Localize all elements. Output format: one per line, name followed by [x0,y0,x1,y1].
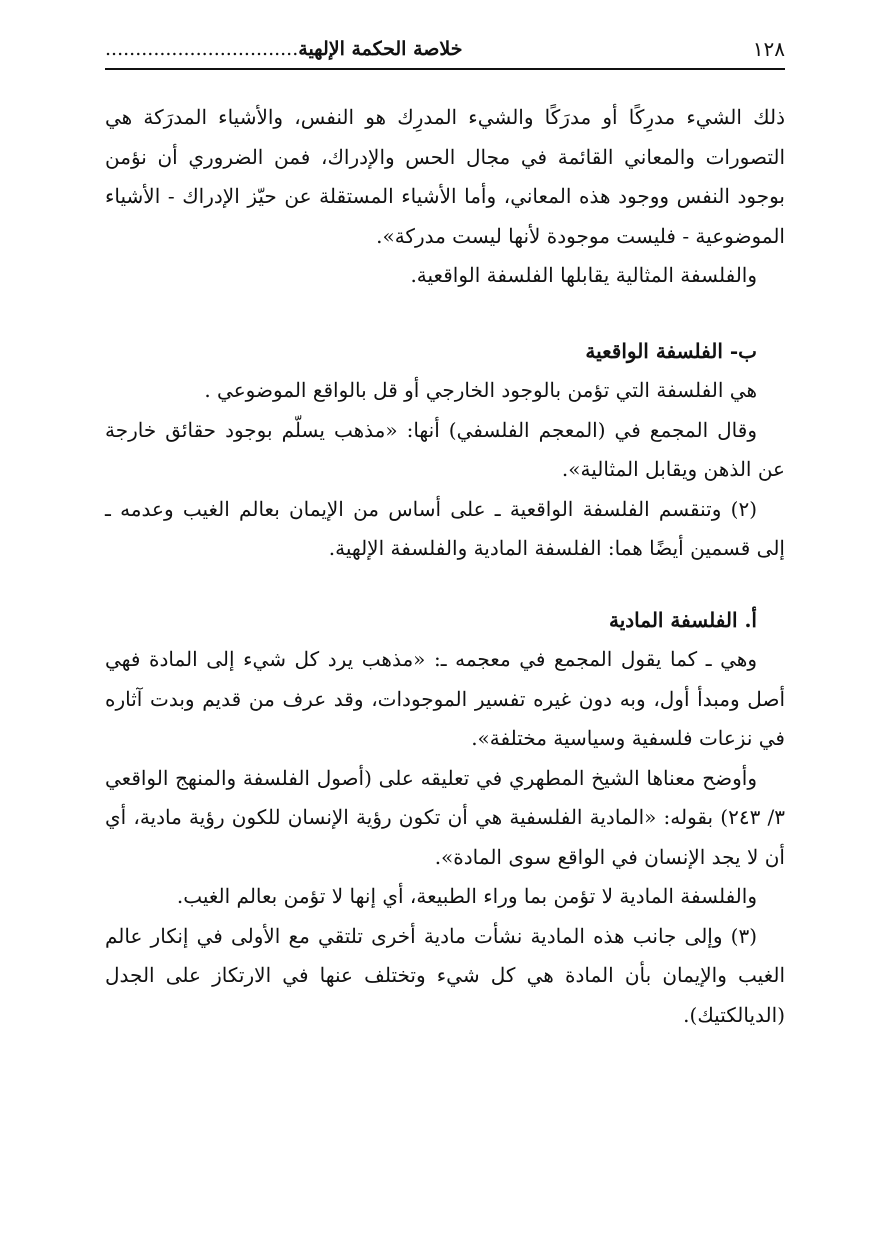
leader-dots: ................................ [105,38,299,60]
paragraph-9: (٣) وإلى جانب هذه المادية نشأت مادية أخرى تلتقي مع الأولى في إنكار عالم الغيب والإيمان بأن المادة هي كل شيء وتختلف عنها في الارتكاز على الجدل (الديالكتيك). [105,923,785,1027]
spacer [105,569,785,601]
section-heading-realist: ب- الفلسفة الواقعية [585,338,757,363]
page-number: ١٢٨ [752,37,785,61]
paragraph-8: والفلسفة المادية لا تؤمن بما وراء الطبيعة، أي إنها لا تؤمن بعالم الغيب. [176,884,757,908]
paragraph-6: وهي ـ كما يقول المجمع في معجمه ـ: «مذهب يرد كل شيء إلى المادة فهي أصل ومبدأ أول، وبه دون غيره تفسير الموجودات، وقد عرف من قديم وبدت آثاره في نزعات فلسفية وسياسية مختلفة». [105,647,785,750]
paragraph-5: (٢) وتنقسم الفلسفة الواقعية ـ على أساس من الإيمان بعالم الغيب وعدمه ـ إلى قسمين أيضًا هما: الفلسفة المادية والفلسفة الإلهية. [105,496,785,560]
paragraph-1: ذلك الشيء مدرِكًا أو مدرَكًا والشيء المدرِك هو النفس، والأشياء المدرَكة هي التصورات والمعاني القائمة في مجال الحس والإدراك، فمن الضروري أن نؤمن بوجود النفس ووجود هذه المعاني، وأما الأشياء المستقلة عن حيّز الإدراك - الأشياء الموضوعية - فليست موجودة لأنها ليست مدركة». [105,105,785,248]
paragraph-4: وقال المجمع في (المعجم الفلسفي) أنها: «مذهب يسلّم بوجود حقائق خارجة عن الذهن ويقابل المثالية». [105,417,785,481]
section-heading-materialist: أ. الفلسفة المادية [608,607,757,632]
paragraph-3: هي الفلسفة التي تؤمن بالوجود الخارجي أو قل بالواقع الموضوعي . [204,378,757,402]
running-title-group [105,35,462,63]
spacer [105,296,785,332]
running-title: خلاصة الحكمة الإلهية [298,38,463,60]
running-head [105,30,785,70]
page-body [105,98,785,1035]
paragraph-2: والفلسفة المثالية يقابلها الفلسفة الواقعية. [410,263,757,287]
paragraph-7: وأوضح معناها الشيخ المطهري في تعليقه على (أصول الفلسفة والمنهج الواقعي ٣/ ٢٤٣) بقوله: «المادية الفلسفية هي أن تكون رؤية الإنسان للكون رؤية مادية، أي أن لا يجد الإنسان في الواقع سوى المادة». [105,765,785,869]
